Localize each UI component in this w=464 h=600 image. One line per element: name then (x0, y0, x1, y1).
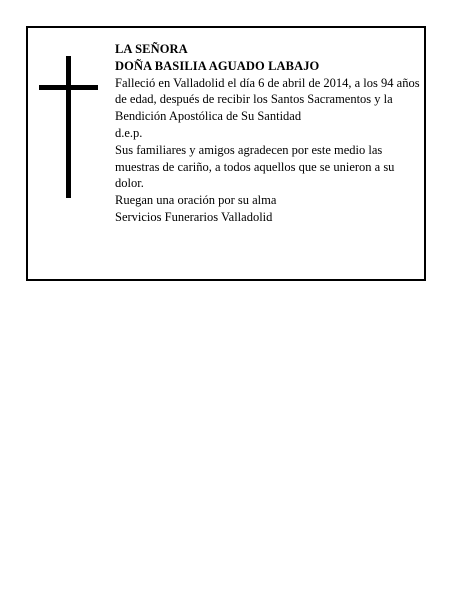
prayer-request: Ruegan una oración por su alma (115, 193, 277, 208)
obituary-text (115, 41, 421, 226)
cross-vertical-bar (66, 56, 71, 198)
family-thanks: Sus familiares y amigos agradecen por este medio las muestras de cariño, a todos aquellos que se unieron a su dolor. (115, 142, 395, 191)
deceased-name: DOÑA BASILIA AGUADO LABAJO (115, 58, 320, 73)
funeral-home: Servicios Funerarios Valladolid (115, 209, 273, 224)
notice-title: LA SEÑORA (115, 42, 188, 56)
obituary-notice (26, 26, 426, 281)
death-announcement: Falleció en Valladolid el día 6 de abril de 2014, a los 94 años de edad, después de recibir los Santos Sacramentos y la Bendición Apostólica de Su Santidad (115, 75, 420, 124)
rest-in-peace: d.e.p. (115, 125, 143, 140)
cross-horizontal-bar (39, 85, 98, 90)
